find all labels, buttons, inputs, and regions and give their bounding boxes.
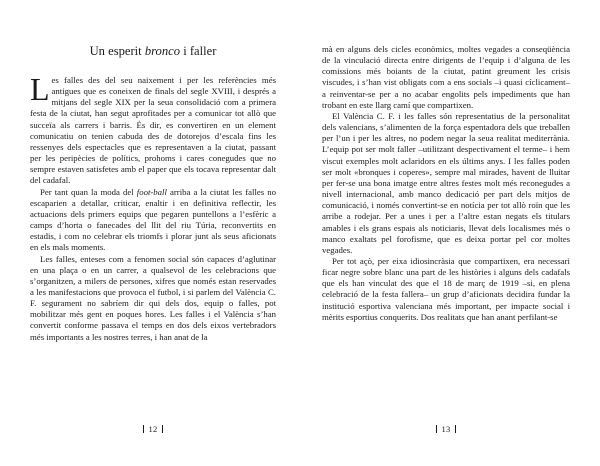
- left-text-block: [30, 71, 276, 343]
- drop-cap: L: [30, 71, 50, 107]
- chapter-title-text: Un esperit: [89, 44, 145, 58]
- paragraph-text: El València C. F. i les falles són representatius de la personalitat dels valencians, s’alimenten de la força espentadora dels que treballen per l’un i per les altres, no podem negar la seua realitat mediterrània. L’equip pot ser molt faller –utilitzant despectivament el terme– i hem viscut exemples molt aclaridors en els últims anys. I les falles poden ser molt «bronques i coperes», sempre mal mirades, havent de lluitar per fer-se una bona imatge entre altres festes molt més reconegudes a nivell internacional, amb manco dedicació per part dels mitjos de comunicació, i només convertint-se en notícia per tot allò roïn que les arribe a rodejar. Per a unes i per a l’altre estan negats els titulars amables i els grans espais als noticiaris, llevat dels localismes més o manco exaltats pel forofisme, que es deixa portar pel cor moltes vegades.: [322, 110, 570, 255]
- paragraph-text: Les falles, enteses com a fenomen social són capaces d’aglutinar en una plaça o en un carrer, a qualsevol de les celebracions que s’organitzen, a milers de persones, xifres que només estan reservades a les manifestacions que provoca el futbol, i si parlem del València C. F. segurament no sabríem dir qui dels dos, equip o falles, pot mobilitzar més gent en poques hores. Les falles i el València s’han convertit conforme passava el temps en dos dels eixos vertebradors més importants a les nostres terres, i han anat de la: [30, 253, 276, 342]
- paragraph: [30, 71, 276, 187]
- paragraph: [322, 256, 570, 323]
- paragraph-text: arriba a la ciutat les falles no escaparien a detallar, criticar, enaltir i en definitiva reflectir, les actuacions dels primers equips que pegaren puntellons a l’esfèric a camps d’horta o fanecades del llit del riu Túria, reconvertits en estadis, i com no celebrar els triomfs i plorar junt als seus aficionats en els mals moments.: [30, 186, 276, 253]
- folio-bar-left: [143, 425, 144, 433]
- paragraph: [30, 254, 276, 343]
- italic-term: foot-ball: [136, 186, 167, 197]
- chapter-title-italic: bronco: [144, 44, 181, 58]
- folio-bar-right: [455, 425, 456, 433]
- right-page: [322, 0, 570, 466]
- right-text-block: [322, 44, 570, 323]
- paragraph-text: mà en alguns dels cicles econòmics, moltes vegades a conseqüència de la vinculació directa entre dirigents de l’equip i d’alguna de les comissions més boiants de la ciutat, patint greument les crisis viscudes, i s’han vist obligats com a ens socials –i quasi cíclicament– a reinventar-se per a no acabar engolits pels impediments que han trobant en este llarg camí que compartixen.: [322, 44, 570, 110]
- folio-bar-right: [162, 425, 163, 433]
- chapter-title: [30, 44, 276, 59]
- paragraph-text: Per tant quan la moda del: [40, 186, 137, 197]
- paragraph-text: Per tot açò, per eixa idiosincràsia que compartixen, era necessari ficar negre sobre blanc una part de les històries i alguns dels cadafals que els han vinculat des que el 18 de març de 1919 –si, en plena celebració de la festa fallera– un grup d’aficionats decidira fundar la institució esportiva valenciana més important, per impacte social i mèrits esportius conquerits. Dos realitats que han anant perfilant-se: [322, 255, 570, 322]
- page-number: [30, 424, 276, 434]
- folio-bar-left: [436, 425, 437, 433]
- page-number-text: 13: [441, 424, 451, 434]
- page-number-text: 12: [148, 424, 158, 434]
- page-number: [322, 424, 570, 434]
- paragraph: [322, 44, 570, 111]
- paragraph: [322, 111, 570, 256]
- paragraph-text: es falles des del seu naixement i per les referències més antigues que es coneixen de finals del segle XVIII, i després a mitjans del segle XIX per la seua consolidació com a primera festa de la ciutat, han segut aprofitades per a comunicar tot allò que succeïa als carrers i barris. És dir, es convertiren en un element comunicatiu on tenien cabuda des de dotorejos d’escala fins les ressenyes dels espectacles que es representaven a la ciutat, passant per les peripècies de polítics, prohoms i cares conegudes que no sempre estaven satisfetes amb el paper que els tocava representar dalt del cadafal.: [30, 75, 276, 186]
- paragraph: [30, 187, 276, 254]
- chapter-title-end: i faller: [180, 44, 217, 58]
- left-page: [30, 0, 276, 466]
